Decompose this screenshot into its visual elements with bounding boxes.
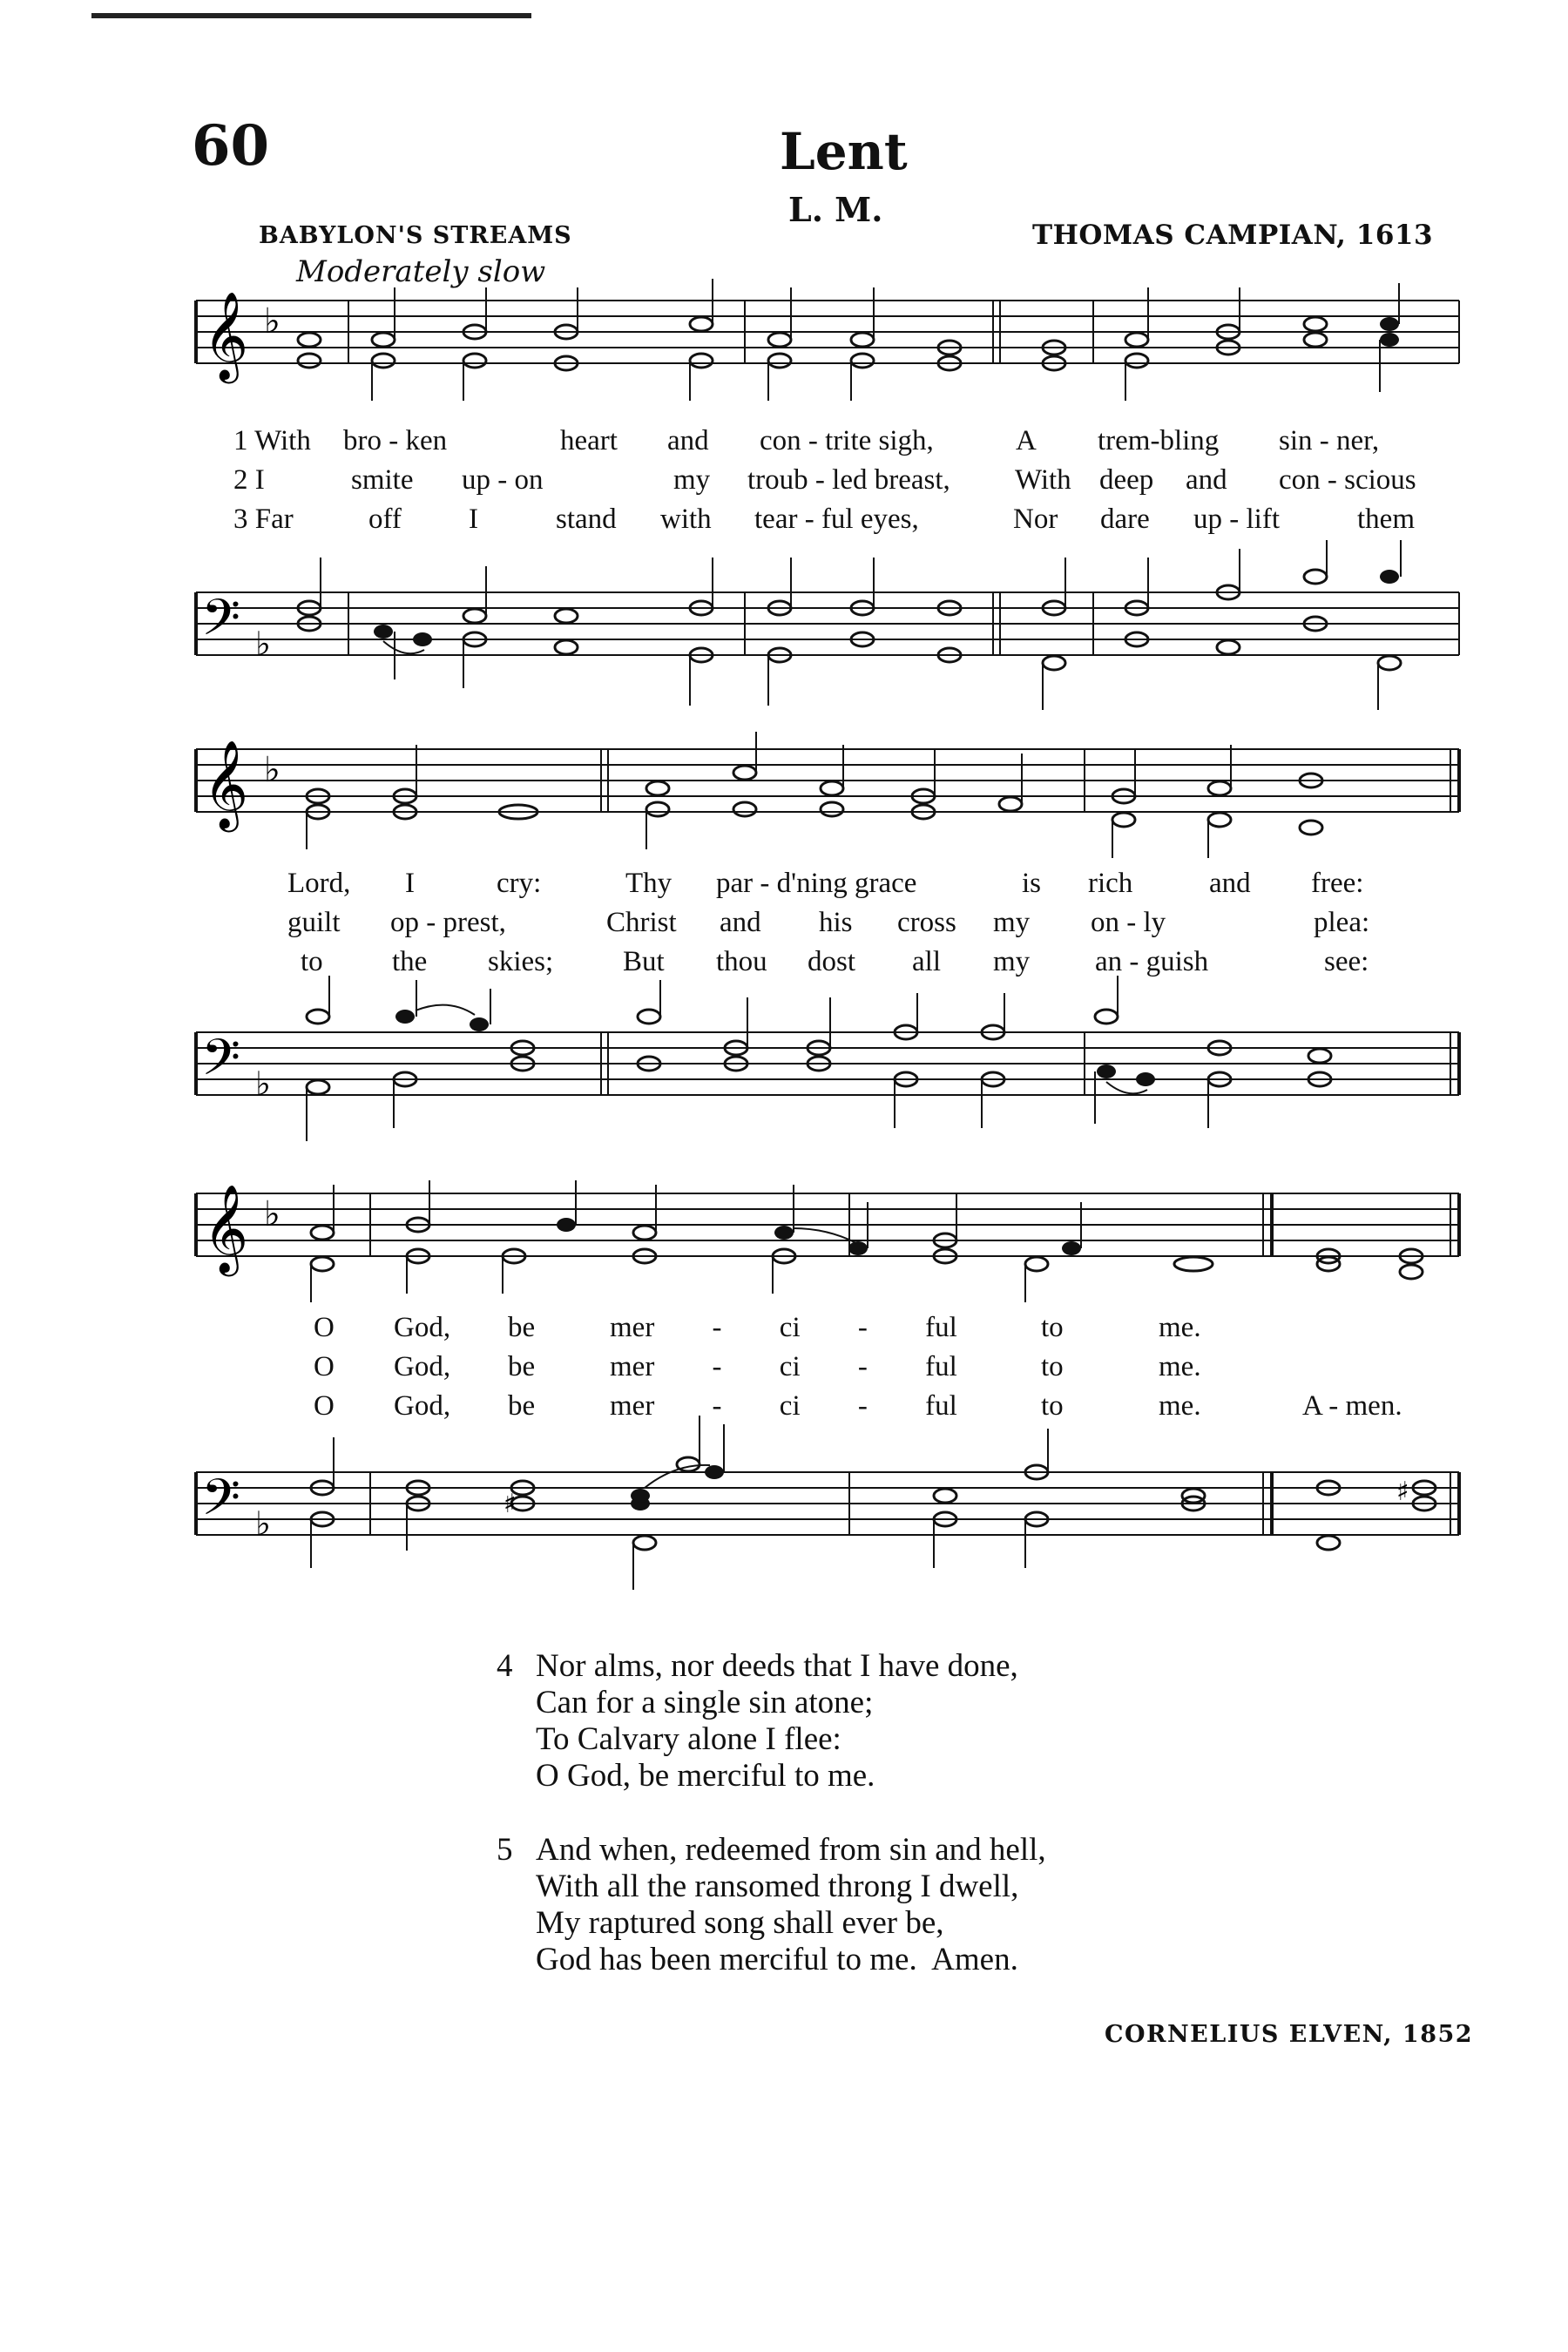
tune-name: BABYLON'S STREAMS — [259, 222, 572, 249]
bass-staff-system-3 — [196, 1437, 1468, 1594]
stanza-number: 5 — [497, 1832, 513, 1868]
bass-staff-system-1 — [196, 558, 1468, 732]
treble-clef-icon: 𝄞 — [203, 290, 249, 380]
treble-clef-icon: 𝄞 — [203, 739, 249, 828]
flat-key-signature-icon: ♭ — [255, 1504, 271, 1543]
bass-clef-icon: 𝄢 — [201, 1028, 241, 1099]
flat-key-signature-icon: ♭ — [264, 301, 280, 341]
top-rule — [91, 13, 531, 18]
author-credit: CORNELIUS ELVEN, 1852 — [1105, 2021, 1474, 2048]
stanza-line: My raptured song shall ever be, — [536, 1905, 944, 1941]
flat-key-signature-icon: ♭ — [264, 1194, 280, 1234]
composer-credit: THOMAS CAMPIAN, 1613 — [1032, 220, 1434, 251]
stanza-line: With all the ransomed throng I dwell, — [536, 1869, 1019, 1904]
stanza-number: 4 — [497, 1648, 513, 1684]
meter-label: L. M. — [788, 190, 883, 229]
bass-staff-system-2 — [196, 997, 1468, 1154]
stanza-line: To Calvary alone I flee: — [536, 1721, 841, 1757]
treble-staff-system-3 — [196, 1180, 1468, 1294]
treble-staff-system-1 — [196, 287, 1468, 401]
stanza-line: And when, redeemed from sin and hell, — [536, 1832, 1046, 1868]
bass-clef-icon: 𝄢 — [201, 588, 241, 659]
sharp-accidental-icon: ♯ — [504, 1489, 517, 1519]
flat-key-signature-icon: ♭ — [255, 1064, 271, 1103]
flat-key-signature-icon: ♭ — [264, 750, 280, 790]
stanza-line: God has been merciful to me. Amen. — [536, 1942, 1018, 1977]
flat-key-signature-icon: ♭ — [255, 625, 271, 663]
sharp-accidental-icon: ♯ — [1396, 1477, 1409, 1507]
bass-clef-icon: 𝄢 — [201, 1468, 241, 1539]
season-title: Lent — [780, 122, 908, 181]
stanza-line: Nor alms, nor deeds that I have done, — [536, 1648, 1018, 1684]
tempo-marking: Moderately slow — [296, 254, 546, 289]
hymn-number: 60 — [192, 113, 270, 179]
treble-staff-system-2 — [196, 736, 1468, 849]
stanza-line: Can for a single sin atone; — [536, 1685, 874, 1720]
stanza-line: O God, be merciful to me. — [536, 1758, 875, 1794]
treble-clef-icon: 𝄞 — [203, 1183, 249, 1273]
